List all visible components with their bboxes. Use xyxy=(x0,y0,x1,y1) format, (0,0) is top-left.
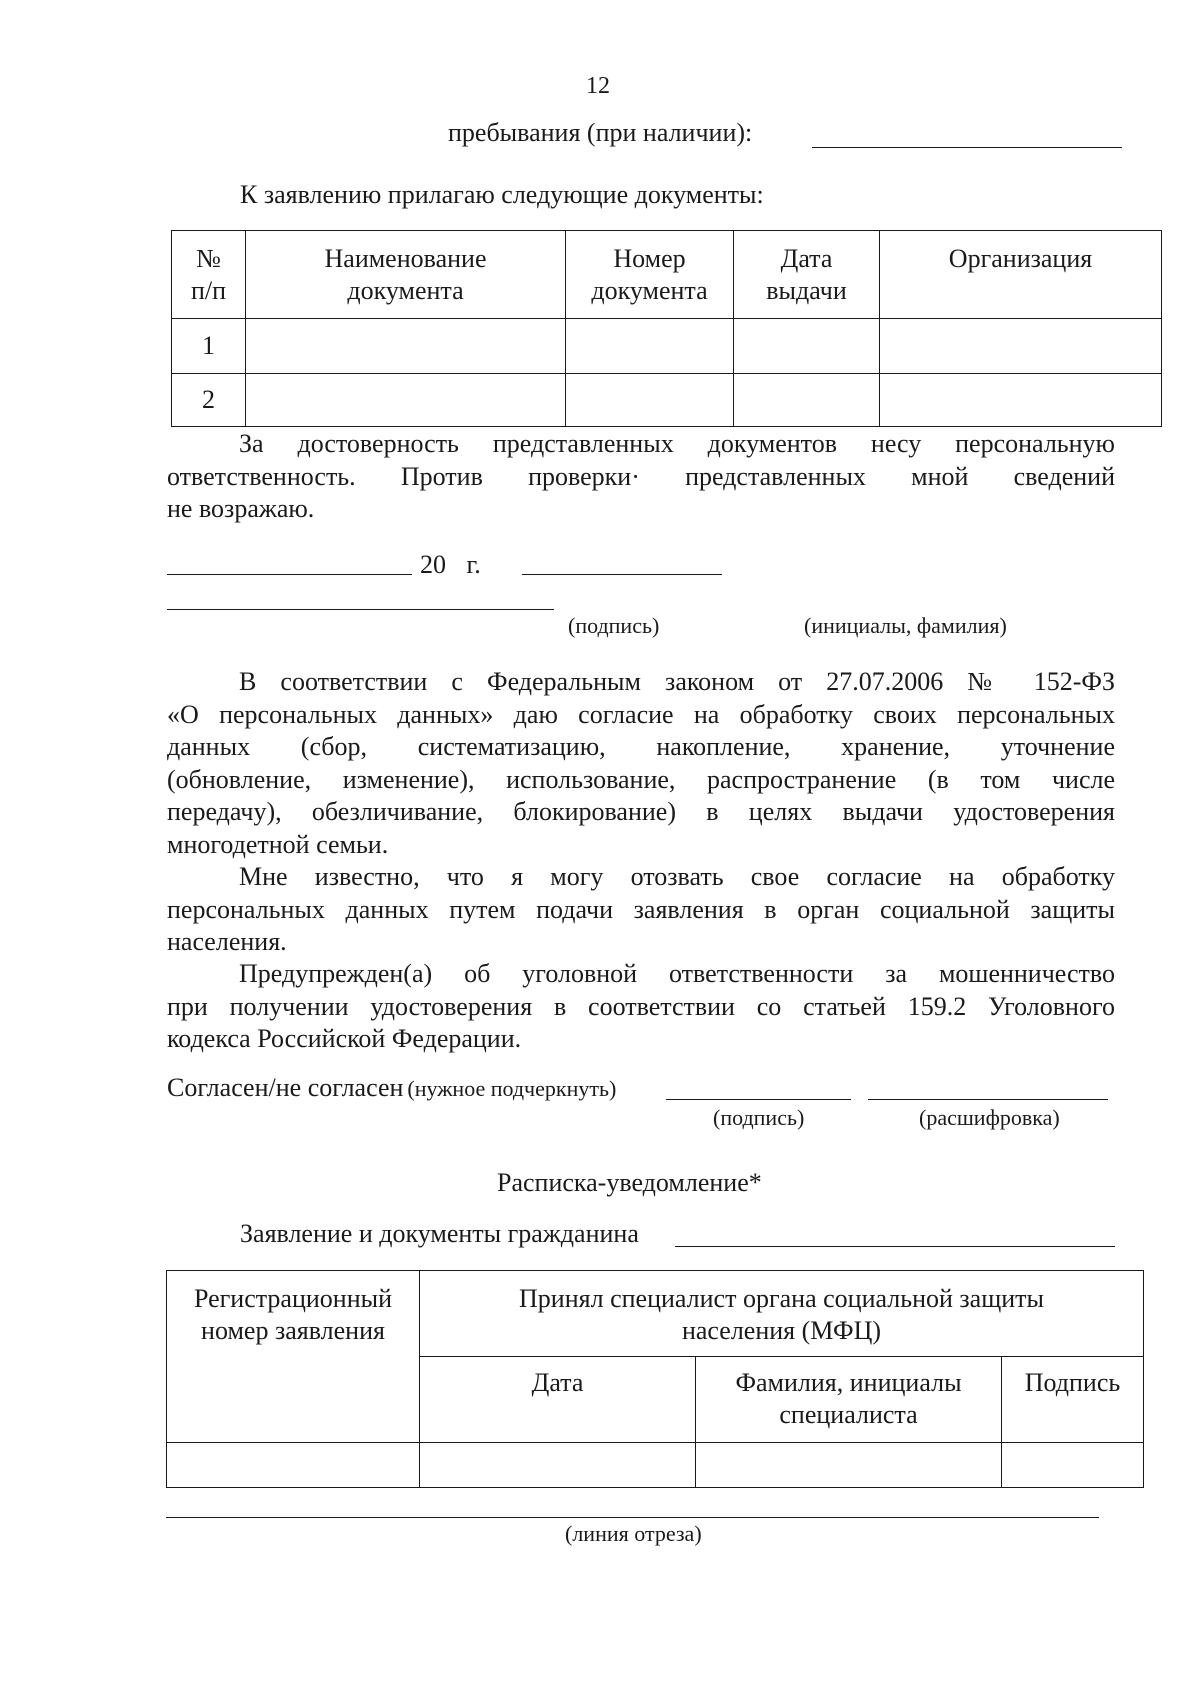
table-row xyxy=(167,1443,1144,1488)
attach-heading: К заявлению прилагаю следующие документы: xyxy=(240,180,764,209)
citizen-name-field[interactable] xyxy=(675,1246,1115,1247)
revoke-paragraph xyxy=(167,861,1115,959)
warning-line-1 xyxy=(167,958,1115,991)
col-doc-name-header-line2: документа xyxy=(347,276,464,305)
reg-number-header xyxy=(167,1271,420,1443)
accepted-by-header-line1: Принял специалист органа социальной защиты xyxy=(519,1284,1044,1313)
receipt-date-header-text: Дата xyxy=(531,1368,584,1397)
receipt-specialist-header-line2: специалиста xyxy=(779,1400,918,1429)
consent-line-6: многодетной семьи. xyxy=(167,829,389,859)
revoke-line-3: населения. xyxy=(167,927,287,956)
col-issue-date-header-line2: выдачи xyxy=(766,276,847,305)
documents-table-header xyxy=(172,231,1162,319)
reg-number-header-line2: номер заявления xyxy=(201,1316,385,1345)
agree-decoding-field[interactable] xyxy=(868,1099,1108,1100)
consent-line-1 xyxy=(167,666,1115,699)
col-doc-number-header-line1: Номер xyxy=(613,244,686,273)
receipt-line-label: Заявление и документы гражданина xyxy=(240,1219,639,1248)
warning-text-1: Предупрежден(а) об уголовной ответственности за мошенничество xyxy=(239,959,1115,988)
receipt-title: Расписка-уведомление* xyxy=(497,1168,762,1197)
agree-signature-caption: (подпись) xyxy=(713,1105,805,1130)
agree-hint: (нужное подчеркнуть) xyxy=(407,1076,617,1101)
agree-signature-field[interactable] xyxy=(666,1099,851,1100)
signature-field[interactable] xyxy=(522,574,722,575)
col-number-header-line2: п/п xyxy=(190,276,227,305)
reg-number-header-line1: Регистрационный xyxy=(193,1284,393,1313)
receipt-date-header xyxy=(420,1357,696,1443)
warning-paragraph xyxy=(167,958,1115,1056)
agree-label[interactable]: Согласен/не согласен xyxy=(167,1073,404,1102)
responsibility-line-2: ответственность. Против проверки· представленных мной сведений xyxy=(167,461,1115,491)
initials-caption: (инициалы, фамилия) xyxy=(804,613,1007,638)
col-issue-date-header xyxy=(734,231,880,319)
col-doc-name-header xyxy=(246,231,566,319)
receipt-specialist-header-line1: Фамилия, инициалы xyxy=(735,1368,962,1397)
warning-line-3: кодекса Российской Федерации. xyxy=(167,1024,522,1053)
reg-number-cell[interactable] xyxy=(167,1443,420,1488)
issue-date-cell[interactable] xyxy=(734,319,880,374)
signature-caption: (подпись) xyxy=(568,613,660,638)
col-number-header xyxy=(172,231,246,319)
date-year-label: 20 г. xyxy=(420,550,481,579)
revoke-line-2: персональных данных путем подачи заявления в орган социальной защиты xyxy=(167,894,1115,924)
accepted-by-header xyxy=(420,1271,1144,1357)
consent-line-2: «О персональных данных» даю согласие на обработку своих персональных xyxy=(167,699,1115,729)
revoke-line-1 xyxy=(167,861,1115,894)
doc-number-cell[interactable] xyxy=(566,374,734,427)
responsibility-paragraph xyxy=(167,428,1115,526)
responsibility-text-1: За достоверность представленных документов несу персональную xyxy=(239,429,1115,458)
consent-line-5: передачу), обезличивание, блокирование) в целях выдачи удостоверения xyxy=(167,797,1115,826)
documents-table xyxy=(171,230,1162,427)
col-organization-header-line1: Организация xyxy=(948,244,1093,273)
page-number: 12 xyxy=(586,73,610,99)
consent-text-1: В соответствии с Федеральным законом от 27.07.2006 № 152-ФЗ xyxy=(239,667,1115,696)
col-number-header-line1: № xyxy=(196,244,221,273)
table-row xyxy=(172,319,1162,374)
col-doc-name-header-line1: Наименование xyxy=(324,244,487,273)
organization-cell[interactable] xyxy=(880,374,1162,427)
issue-date-cell[interactable] xyxy=(734,374,880,427)
receipt-signature-cell[interactable] xyxy=(1002,1443,1144,1488)
accepted-by-header-line2: населения (МФЦ) xyxy=(681,1316,882,1345)
receipt-signature-header xyxy=(1002,1357,1144,1443)
consent-line-4: (обновление, изменение), использование, распространение (в том числе xyxy=(167,764,1115,794)
consent-paragraph xyxy=(167,666,1115,861)
receipt-header-row xyxy=(167,1271,1144,1357)
doc-number-cell[interactable] xyxy=(566,319,734,374)
organization-cell[interactable] xyxy=(880,319,1162,374)
receipt-date-cell[interactable] xyxy=(420,1443,696,1488)
responsibility-line-3: не возражаю. xyxy=(167,494,315,523)
col-doc-number-header xyxy=(566,231,734,319)
cut-line xyxy=(166,1517,1099,1518)
col-issue-date-header-line1: Дата xyxy=(780,244,833,273)
responsibility-line-1 xyxy=(167,428,1115,461)
revoke-text-1: Мне известно, что я могу отозвать свое согласие на обработку xyxy=(239,862,1115,891)
receipt-specialist-cell[interactable] xyxy=(696,1443,1002,1488)
col-doc-number-header-line2: документа xyxy=(591,276,708,305)
receipt-specialist-header xyxy=(696,1357,1002,1443)
cut-line-caption: (линия отреза) xyxy=(565,1521,702,1546)
stay-address-label: пребывания (при наличии): xyxy=(448,118,753,147)
receipt-table xyxy=(166,1270,1144,1488)
agree-decoding-caption: (расшифровка) xyxy=(919,1105,1060,1130)
row-number-cell: 1 xyxy=(172,319,246,374)
doc-name-cell[interactable] xyxy=(246,374,566,427)
col-organization-header xyxy=(880,231,1162,319)
initials-field[interactable] xyxy=(167,609,554,610)
agree-line xyxy=(167,1073,616,1103)
doc-name-cell[interactable] xyxy=(246,319,566,374)
stay-address-field[interactable] xyxy=(812,147,1122,148)
date-day-month-field[interactable] xyxy=(167,574,412,575)
receipt-signature-header-text: Подпись xyxy=(1024,1368,1121,1397)
warning-line-2: при получении удостоверения в соответствии со статьей 159.2 Уголовного xyxy=(167,991,1115,1021)
consent-line-3: данных (сбор, систематизацию, накопление, хранение, уточнение xyxy=(167,732,1115,761)
table-row xyxy=(172,374,1162,427)
row-number-cell: 2 xyxy=(172,374,246,427)
